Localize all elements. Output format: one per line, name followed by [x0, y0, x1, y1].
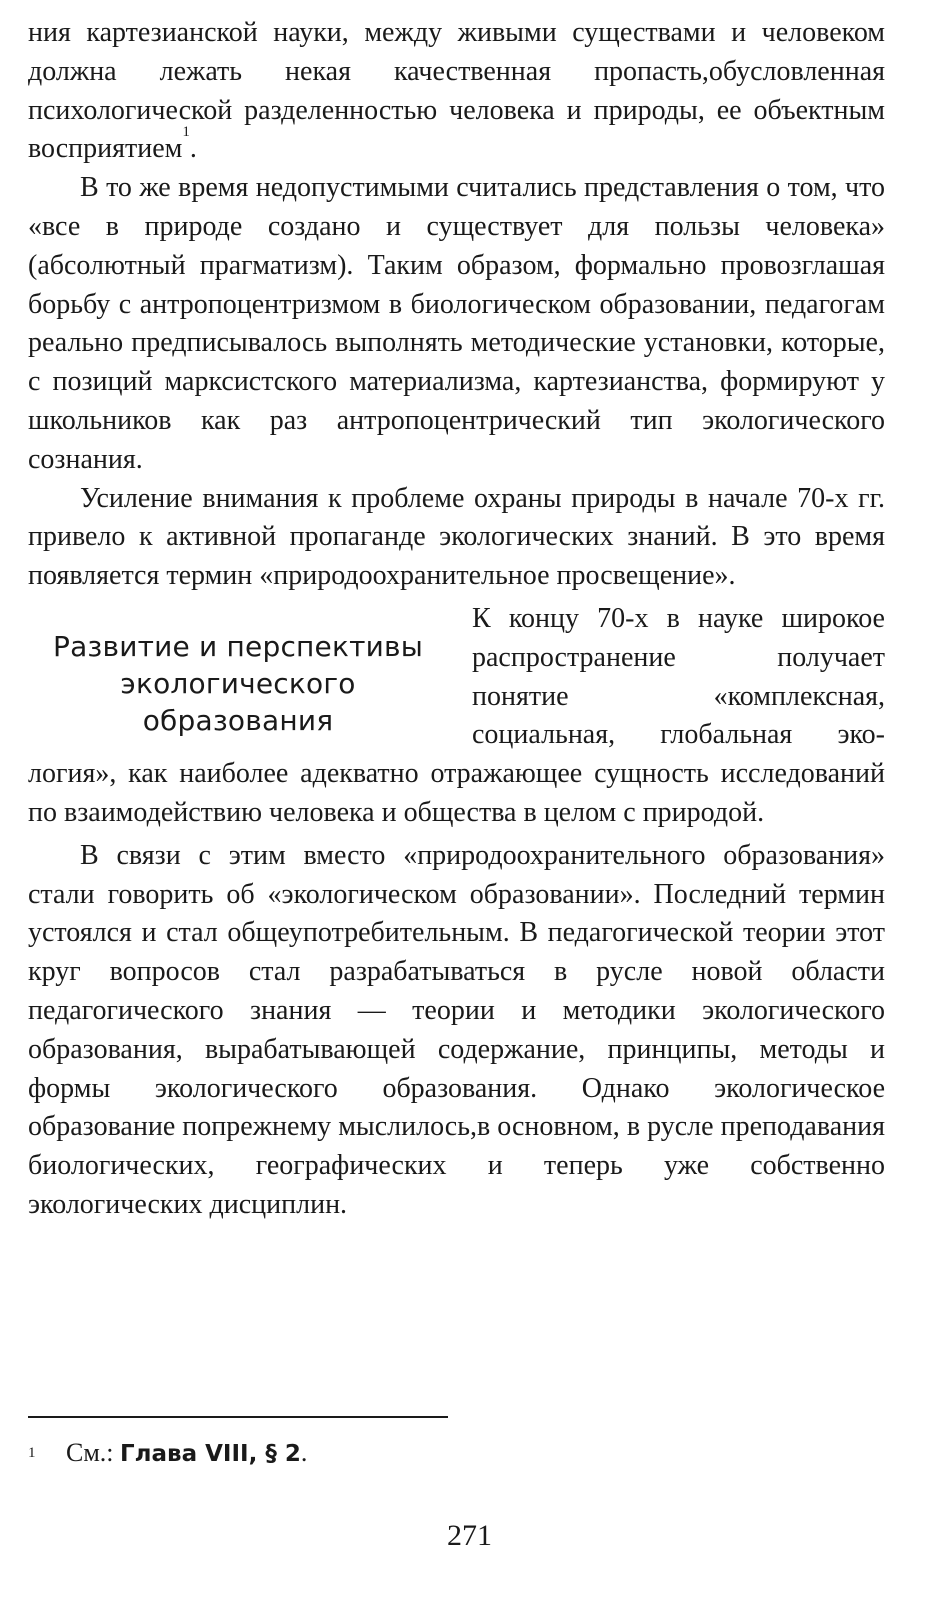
- paragraph-nature-protection: Усиление внимания к проблеме охраны природы в начале 70-х гг. привело к активной пропаганде экологических знаний. В это время появляется термин «природоохранительное просвещение».: [28, 482, 885, 592]
- section-heading: [28, 628, 448, 739]
- page-body: [28, 14, 885, 1225]
- footnote-reference[interactable]: 1: [182, 124, 190, 141]
- page-number: 271: [447, 1519, 492, 1552]
- footnote-prefix: См.:: [66, 1438, 121, 1467]
- section-heading-line: экологического: [120, 666, 356, 700]
- footnote-marker: 1: [28, 1445, 36, 1461]
- section-heading-line: образования: [142, 703, 334, 737]
- paragraph-ecological-education: В связи с этим вместо «природоохранительного образования» стали говорить об «экологическом образовании». Последний термин устоялся и стал общеупотребительным. В педагогической теории этот круг вопросов стал разрабатываться в русле новой области педагогического знания — теории и методики экологического образования, вырабатывающей содержание, принципы, методы и формы экологического образования. Однако экологическое образование попрежнему мыслилось,в основном, в русле преподавания биологических, географических и теперь уже собственно экологических дисциплин.: [28, 839, 885, 1220]
- paragraph-anthropocentrism: В то же время недопустимыми считались представления о том, что «все в природе создано и существует для пользы человека» (абсолютный прагматизм). Таким образом, формально провозглашая борьбу с антропоцентризмом в биологическом образовании, педагогам реально предписывалось выполнять методические установки, которые, с позиций марксистского материализма, картезианства, формируют у школьников как раз антропоцентрический тип экологического сознания.: [28, 172, 885, 475]
- footnote-divider: [28, 1416, 448, 1418]
- section-heading-line: Развитие и перспективы: [52, 629, 424, 663]
- footnote: 1 См.: Глава VIII, § 2.: [28, 1436, 307, 1471]
- footnote-target: Глава VIII, § 2: [120, 1441, 301, 1467]
- paragraph-complex-ecology: К концу 70-х в науке широкое распространение получает понятие «комплексная, социальная, глобальная экология», как наиболее адекватно отражающее сущность исследований по взаимодействию человека и общества в целом с природой.: [28, 602, 885, 828]
- paragraph-text: ния картезианской науки, между живыми существами и человеком должна лежать некая качественная пропасть,обусловленная психологической разделенностью человека и природы, ее объектным восприятием: [28, 17, 885, 165]
- paragraph-continuation: ния картезианской науки, между живыми существами и человеком должна лежать некая качественная пропасть,обусловленная психологической разделенностью человека и природы, ее объектным восприятием$^1$.: [28, 17, 885, 165]
